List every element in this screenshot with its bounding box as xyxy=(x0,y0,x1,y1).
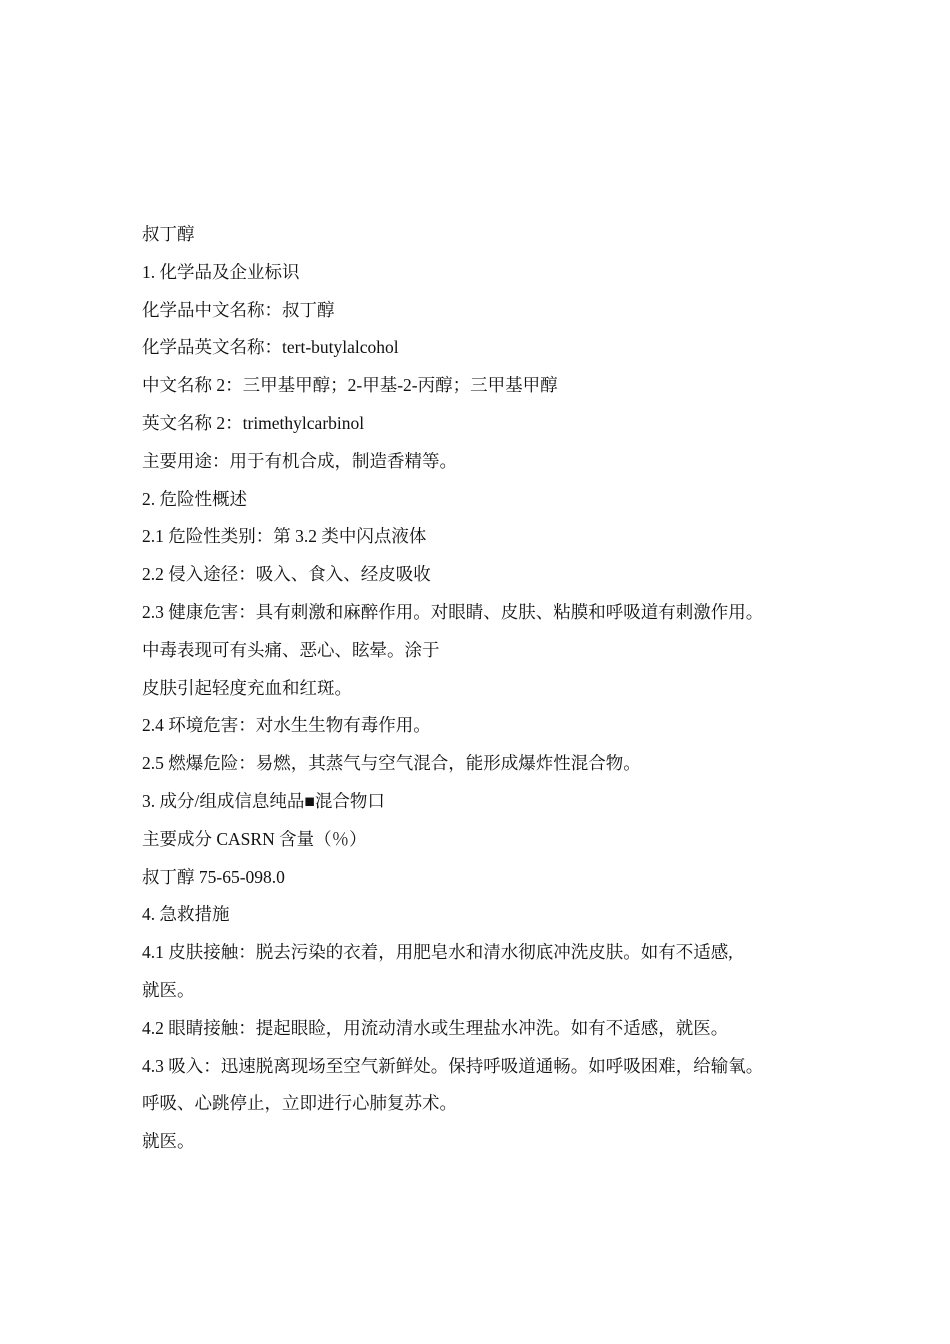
text-line: 4.1 皮肤接触：脱去污染的衣着，用肥皂水和清水彻底冲洗皮肤。如有不适感, xyxy=(142,942,733,963)
section-heading-1: 1. 化学品及企业标识 xyxy=(142,261,300,282)
text-line: 中文名称 2：三甲基甲醇；2-甲基-2-丙醇；三甲基甲醇 xyxy=(142,375,558,396)
text-line: 2.5 燃爆危险：易燃，其蒸气与空气混合，能形成爆炸性混合物。 xyxy=(142,753,641,774)
text-line: 4.2 眼睛接触：提起眼睑，用流动清水或生理盐水冲洗。如有不适感，就医。 xyxy=(142,1017,729,1038)
text-line: 2.4 环境危害：对水生生物有毒作用。 xyxy=(142,715,431,736)
text-line: 就医。 xyxy=(142,1131,195,1152)
text-line: 4.3 吸入：迅速脱离现场至空气新鲜处。保持呼吸道通畅。如呼吸困难，给输氧。 xyxy=(142,1055,764,1076)
text-line: 2.1 危险性类别：第 3.2 类中闪点液体 xyxy=(142,526,427,547)
section-heading-4: 4. 急救措施 xyxy=(142,904,230,925)
section-heading-3: 3. 成分/组成信息纯品■混合物口 xyxy=(142,790,385,811)
text-line: 呼吸、心跳停止，立即进行心肺复苏术。 xyxy=(142,1093,457,1114)
text-line: 英文名称 2：trimethylcarbinol xyxy=(142,412,365,433)
text-line: 2.3 健康危害：具有刺激和麻醉作用。对眼睛、皮肤、粘膜和呼吸道有刺激作用。 xyxy=(142,601,764,622)
section-heading-2: 2. 危险性概述 xyxy=(142,488,247,509)
text-line: 主要用途：用于有机合成，制造香精等。 xyxy=(142,450,457,471)
text-line: 就医。 xyxy=(142,979,195,1000)
text-line: 叔丁醇 75-65-098.0 xyxy=(142,866,285,887)
document-body xyxy=(142,216,842,1161)
text-line: 化学品中文名称：叔丁醇 xyxy=(142,299,335,320)
text-line: 2.2 侵入途径：吸入、食入、经皮吸收 xyxy=(142,564,431,585)
document-title: 叔丁醇 xyxy=(142,224,195,244)
text-line: 化学品英文名称：tert-butylalcohol xyxy=(142,337,399,358)
text-line: 中毒表现可有头痛、恶心、眩晕。涂于 xyxy=(142,639,440,660)
text-line: 皮肤引起轻度充血和红斑。 xyxy=(142,677,352,698)
text-line: 主要成分 CASRN 含量（％） xyxy=(142,828,367,849)
